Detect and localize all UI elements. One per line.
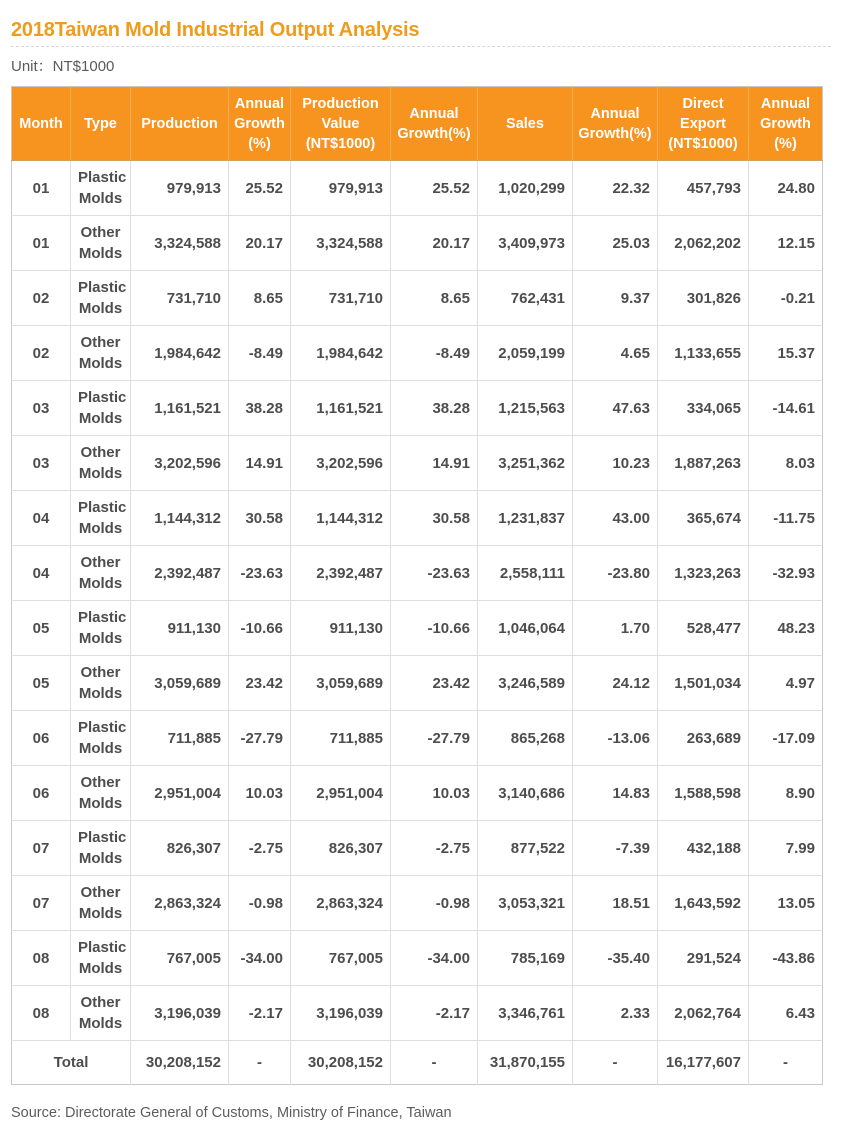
column-header-line: Annual	[234, 95, 285, 112]
column-header-growth4	[749, 87, 823, 161]
cell-total-sales: 31,870,155	[478, 1041, 573, 1085]
column-header-line: Month	[19, 115, 63, 132]
cell-type	[71, 381, 131, 436]
cell-sales: 1,046,064	[478, 601, 573, 656]
column-header-line: (NT$1000)	[305, 135, 376, 152]
column-header-line: Growth	[234, 115, 285, 132]
column-header-line: Annual	[760, 95, 811, 112]
cell-production: 1,144,312	[131, 491, 229, 546]
cell-type	[71, 711, 131, 766]
cell-growth4: 48.23	[749, 601, 823, 656]
cell-growth3: 4.65	[573, 326, 658, 381]
cell-production-value: 2,863,324	[291, 876, 391, 931]
column-header-line: (NT$1000)	[668, 135, 738, 152]
column-header-line: Growth(%)	[578, 125, 652, 142]
cell-direct-export: 457,793	[658, 161, 749, 216]
table-row	[12, 601, 823, 656]
cell-production: 911,130	[131, 601, 229, 656]
cell-sales: 785,169	[478, 931, 573, 986]
table-row	[12, 436, 823, 491]
cell-type-line2: Molds	[78, 960, 123, 977]
cell-type-line1: Other	[80, 994, 121, 1011]
cell-month: 08	[12, 931, 71, 986]
cell-type-line1: Plastic	[78, 389, 127, 406]
cell-growth2: 20.17	[391, 216, 478, 271]
table-row	[12, 546, 823, 601]
cell-type-line1: Other	[80, 664, 121, 681]
cell-growth1: -0.98	[229, 876, 291, 931]
cell-month: 08	[12, 986, 71, 1041]
cell-growth2: -2.75	[391, 821, 478, 876]
cell-type	[71, 546, 131, 601]
cell-type	[71, 931, 131, 986]
cell-direct-export: 1,588,598	[658, 766, 749, 821]
output-analysis-table	[11, 86, 823, 1085]
cell-type-line2: Molds	[78, 355, 123, 372]
cell-growth3: 25.03	[573, 216, 658, 271]
cell-type	[71, 821, 131, 876]
cell-type-line1: Plastic	[78, 279, 127, 296]
cell-type	[71, 491, 131, 546]
column-header-line: Production	[302, 95, 379, 112]
cell-growth3: 2.33	[573, 986, 658, 1041]
column-header-line: Value	[321, 115, 360, 132]
cell-growth1: -23.63	[229, 546, 291, 601]
column-header-line: Direct	[682, 95, 724, 112]
cell-growth3: 14.83	[573, 766, 658, 821]
cell-growth1: -27.79	[229, 711, 291, 766]
column-header-sales	[478, 87, 573, 161]
cell-growth1: 10.03	[229, 766, 291, 821]
cell-production-value: 3,196,039	[291, 986, 391, 1041]
cell-growth4: 6.43	[749, 986, 823, 1041]
cell-production: 3,202,596	[131, 436, 229, 491]
column-header-production_value	[291, 87, 391, 161]
cell-month: 06	[12, 766, 71, 821]
cell-type-line1: Other	[80, 774, 121, 791]
table-row	[12, 711, 823, 766]
cell-direct-export: 365,674	[658, 491, 749, 546]
cell-growth1: 14.91	[229, 436, 291, 491]
column-header-growth3	[573, 87, 658, 161]
cell-sales: 2,059,199	[478, 326, 573, 381]
cell-growth2: 8.65	[391, 271, 478, 326]
cell-production-value: 1,144,312	[291, 491, 391, 546]
cell-direct-export: 1,501,034	[658, 656, 749, 711]
cell-direct-export: 334,065	[658, 381, 749, 436]
cell-production-value: 1,161,521	[291, 381, 391, 436]
column-header-line: Growth	[760, 115, 811, 132]
cell-type	[71, 326, 131, 381]
cell-growth1: 8.65	[229, 271, 291, 326]
cell-type-line2: Molds	[78, 190, 123, 207]
cell-growth3: 43.00	[573, 491, 658, 546]
cell-month: 03	[12, 436, 71, 491]
cell-growth4: -14.61	[749, 381, 823, 436]
cell-type	[71, 271, 131, 326]
cell-month: 06	[12, 711, 71, 766]
cell-sales: 2,558,111	[478, 546, 573, 601]
page-title: 2018Taiwan Mold Industrial Output Analysis	[11, 19, 420, 41]
cell-type	[71, 766, 131, 821]
cell-type-line1: Plastic	[78, 609, 127, 626]
table-total-row	[12, 1041, 823, 1085]
cell-direct-export: 1,887,263	[658, 436, 749, 491]
cell-growth2: -2.17	[391, 986, 478, 1041]
column-header-direct_export	[658, 87, 749, 161]
cell-month: 04	[12, 491, 71, 546]
cell-type-line1: Plastic	[78, 169, 127, 186]
cell-direct-export: 1,133,655	[658, 326, 749, 381]
cell-type-line2: Molds	[78, 905, 123, 922]
cell-growth2: -27.79	[391, 711, 478, 766]
cell-type-line1: Plastic	[78, 939, 127, 956]
cell-type	[71, 161, 131, 216]
cell-direct-export: 301,826	[658, 271, 749, 326]
cell-growth1: 23.42	[229, 656, 291, 711]
column-header-line: Annual	[409, 105, 459, 122]
cell-growth3: 10.23	[573, 436, 658, 491]
cell-sales: 762,431	[478, 271, 573, 326]
cell-growth4: 15.37	[749, 326, 823, 381]
cell-growth4: 8.90	[749, 766, 823, 821]
cell-production-value: 731,710	[291, 271, 391, 326]
cell-production: 3,196,039	[131, 986, 229, 1041]
cell-production-value: 2,951,004	[291, 766, 391, 821]
cell-growth2: -34.00	[391, 931, 478, 986]
cell-growth4: 24.80	[749, 161, 823, 216]
cell-growth2: 23.42	[391, 656, 478, 711]
cell-sales: 1,215,563	[478, 381, 573, 436]
cell-type-line1: Other	[80, 444, 121, 461]
cell-production: 711,885	[131, 711, 229, 766]
cell-production: 979,913	[131, 161, 229, 216]
cell-growth3: 1.70	[573, 601, 658, 656]
table-body	[12, 161, 823, 1085]
cell-type-line1: Plastic	[78, 499, 127, 516]
cell-sales: 865,268	[478, 711, 573, 766]
cell-production: 731,710	[131, 271, 229, 326]
table-row	[12, 821, 823, 876]
cell-growth4: -11.75	[749, 491, 823, 546]
column-header-production	[131, 87, 229, 161]
cell-type	[71, 216, 131, 271]
cell-direct-export: 432,188	[658, 821, 749, 876]
cell-growth1: -2.17	[229, 986, 291, 1041]
cell-type-line2: Molds	[78, 245, 123, 262]
table-row	[12, 161, 823, 216]
cell-production-value: 711,885	[291, 711, 391, 766]
table-row	[12, 876, 823, 931]
cell-growth4: 13.05	[749, 876, 823, 931]
cell-total-direct-export: 16,177,607	[658, 1041, 749, 1085]
column-header-growth1	[229, 87, 291, 161]
cell-sales: 3,140,686	[478, 766, 573, 821]
cell-direct-export: 1,323,263	[658, 546, 749, 601]
cell-direct-export: 263,689	[658, 711, 749, 766]
cell-growth1: 20.17	[229, 216, 291, 271]
cell-direct-export: 1,643,592	[658, 876, 749, 931]
cell-production: 3,059,689	[131, 656, 229, 711]
cell-sales: 1,231,837	[478, 491, 573, 546]
cell-type-line2: Molds	[78, 740, 123, 757]
cell-type-line2: Molds	[78, 685, 123, 702]
cell-sales: 3,346,761	[478, 986, 573, 1041]
cell-type-line2: Molds	[78, 575, 123, 592]
cell-growth3: 24.12	[573, 656, 658, 711]
column-header-line: Annual	[590, 105, 640, 122]
table-row	[12, 766, 823, 821]
cell-growth4: -17.09	[749, 711, 823, 766]
cell-type-line1: Other	[80, 224, 121, 241]
cell-production: 2,392,487	[131, 546, 229, 601]
cell-month: 07	[12, 821, 71, 876]
cell-total-production-value: 30,208,152	[291, 1041, 391, 1085]
cell-growth3: 47.63	[573, 381, 658, 436]
source-note: Source: Directorate General of Customs, Ministry of Finance, Taiwan	[11, 1105, 452, 1121]
cell-production: 2,863,324	[131, 876, 229, 931]
cell-total-production: 30,208,152	[131, 1041, 229, 1085]
cell-type-line2: Molds	[78, 300, 123, 317]
cell-type-line1: Plastic	[78, 829, 127, 846]
table-row	[12, 491, 823, 546]
cell-sales: 3,409,973	[478, 216, 573, 271]
cell-growth2: 25.52	[391, 161, 478, 216]
table-row	[12, 326, 823, 381]
cell-direct-export: 528,477	[658, 601, 749, 656]
cell-type	[71, 986, 131, 1041]
cell-type	[71, 656, 131, 711]
cell-production-value: 1,984,642	[291, 326, 391, 381]
cell-production: 1,984,642	[131, 326, 229, 381]
cell-month: 01	[12, 161, 71, 216]
table-row	[12, 381, 823, 436]
cell-type-line2: Molds	[78, 630, 123, 647]
column-header-growth2	[391, 87, 478, 161]
table-row	[12, 271, 823, 326]
cell-month: 05	[12, 601, 71, 656]
cell-production-value: 2,392,487	[291, 546, 391, 601]
column-header-line: (%)	[248, 135, 271, 152]
cell-month: 03	[12, 381, 71, 436]
cell-total-label: Total	[12, 1041, 131, 1085]
table-row	[12, 986, 823, 1041]
cell-sales: 3,251,362	[478, 436, 573, 491]
cell-growth4: 4.97	[749, 656, 823, 711]
cell-growth1: 25.52	[229, 161, 291, 216]
column-header-line: (%)	[774, 135, 797, 152]
cell-month: 02	[12, 271, 71, 326]
cell-sales: 1,020,299	[478, 161, 573, 216]
cell-production-value: 3,202,596	[291, 436, 391, 491]
cell-type-line2: Molds	[78, 795, 123, 812]
cell-growth3: -35.40	[573, 931, 658, 986]
cell-growth3: -7.39	[573, 821, 658, 876]
column-header-type	[71, 87, 131, 161]
table-row	[12, 656, 823, 711]
cell-growth3: -13.06	[573, 711, 658, 766]
cell-type-line2: Molds	[78, 465, 123, 482]
cell-growth1: -10.66	[229, 601, 291, 656]
unit-label: Unit：NT$1000	[11, 58, 115, 75]
cell-growth1: 38.28	[229, 381, 291, 436]
cell-month: 05	[12, 656, 71, 711]
cell-growth2: 10.03	[391, 766, 478, 821]
cell-direct-export: 2,062,764	[658, 986, 749, 1041]
cell-type-line2: Molds	[78, 410, 123, 427]
cell-sales: 3,053,321	[478, 876, 573, 931]
cell-growth4: 8.03	[749, 436, 823, 491]
cell-type-line2: Molds	[78, 1015, 123, 1032]
column-header-line: Sales	[506, 115, 544, 132]
cell-production: 3,324,588	[131, 216, 229, 271]
cell-month: 02	[12, 326, 71, 381]
cell-growth3: 18.51	[573, 876, 658, 931]
cell-production: 826,307	[131, 821, 229, 876]
cell-sales: 3,246,589	[478, 656, 573, 711]
cell-growth1: -8.49	[229, 326, 291, 381]
cell-growth1: -2.75	[229, 821, 291, 876]
cell-growth2: -23.63	[391, 546, 478, 601]
column-header-line: Production	[141, 115, 218, 132]
cell-growth2: 38.28	[391, 381, 478, 436]
cell-growth3: -23.80	[573, 546, 658, 601]
cell-type-line1: Other	[80, 554, 121, 571]
cell-production: 1,161,521	[131, 381, 229, 436]
cell-month: 07	[12, 876, 71, 931]
cell-total-growth3: -	[573, 1041, 658, 1085]
cell-growth4: -32.93	[749, 546, 823, 601]
table-row	[12, 216, 823, 271]
cell-type-line1: Other	[80, 884, 121, 901]
cell-production-value: 826,307	[291, 821, 391, 876]
cell-type	[71, 436, 131, 491]
cell-growth2: 14.91	[391, 436, 478, 491]
column-header-line: Export	[680, 115, 726, 132]
column-header-line: Type	[84, 115, 117, 132]
column-header-month	[12, 87, 71, 161]
cell-growth3: 9.37	[573, 271, 658, 326]
cell-type-line1: Plastic	[78, 719, 127, 736]
cell-production-value: 767,005	[291, 931, 391, 986]
cell-total-growth1: -	[229, 1041, 291, 1085]
cell-month: 01	[12, 216, 71, 271]
table-row	[12, 931, 823, 986]
cell-type-line1: Other	[80, 334, 121, 351]
cell-growth2: -8.49	[391, 326, 478, 381]
cell-production-value: 3,059,689	[291, 656, 391, 711]
cell-type	[71, 876, 131, 931]
cell-growth1: 30.58	[229, 491, 291, 546]
cell-growth4: -0.21	[749, 271, 823, 326]
table-header-row	[12, 87, 823, 161]
cell-total-growth4: -	[749, 1041, 823, 1085]
cell-growth4: 7.99	[749, 821, 823, 876]
cell-direct-export: 291,524	[658, 931, 749, 986]
cell-growth1: -34.00	[229, 931, 291, 986]
cell-production: 767,005	[131, 931, 229, 986]
cell-production-value: 979,913	[291, 161, 391, 216]
cell-growth2: -10.66	[391, 601, 478, 656]
cell-direct-export: 2,062,202	[658, 216, 749, 271]
cell-growth2: 30.58	[391, 491, 478, 546]
cell-total-growth2: -	[391, 1041, 478, 1085]
cell-production: 2,951,004	[131, 766, 229, 821]
cell-month: 04	[12, 546, 71, 601]
cell-sales: 877,522	[478, 821, 573, 876]
column-header-line: Growth(%)	[397, 125, 471, 142]
table-header	[12, 87, 823, 161]
cell-growth3: 22.32	[573, 161, 658, 216]
cell-growth2: -0.98	[391, 876, 478, 931]
cell-growth4: 12.15	[749, 216, 823, 271]
cell-growth4: -43.86	[749, 931, 823, 986]
cell-type-line2: Molds	[78, 850, 123, 867]
cell-type	[71, 601, 131, 656]
cell-production-value: 3,324,588	[291, 216, 391, 271]
cell-type-line2: Molds	[78, 520, 123, 537]
cell-production-value: 911,130	[291, 601, 391, 656]
